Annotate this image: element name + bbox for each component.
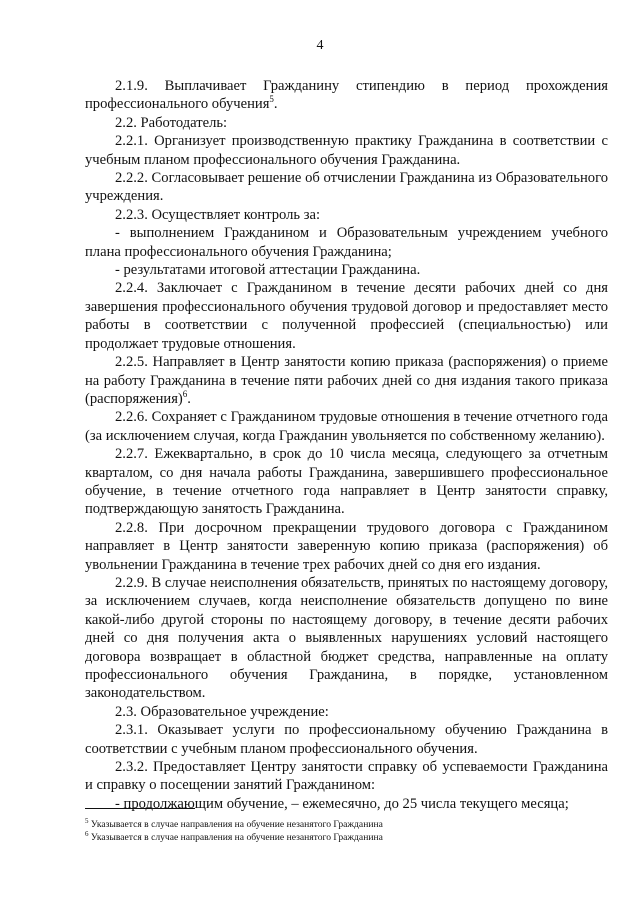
footnote-divider xyxy=(85,808,195,809)
paragraph: 2.2. Работодатель: xyxy=(115,114,228,131)
footnote: $^5$ Указывается в случае направления на обучение незанятого Гражданина xyxy=(85,816,383,830)
paragraph: - выполнением Гражданином и Образовательным учреждением учебного плана профессионального обучения Гражданина; xyxy=(85,225,608,260)
paragraph: 2.2.3. Осуществляет контроль за: xyxy=(115,206,321,223)
paragraph: 2.2.6. Сохраняет с Гражданином трудовые отношения в течение отчетного года (за исключением случая, когда Гражданин увольняется по собственному желанию). xyxy=(85,409,608,444)
footnote: $^6$ Указывается в случае направления на обучение незанятого Гражданина xyxy=(85,829,383,843)
footnote-ref: 5 xyxy=(269,94,274,105)
footnotes xyxy=(85,818,605,844)
paragraph: 2.3.1. Оказывает услуги по профессиональному обучению Гражданина в соответствии с учебным планом профессионального обучения. xyxy=(85,722,608,757)
paragraph: 2.3. Образовательное учреждение: xyxy=(115,703,329,720)
paragraph: 2.2.2. Согласовывает решение об отчислении Гражданина из Образовательного учреждения. xyxy=(85,170,608,205)
paragraph: 2.1.9. Выплачивает Гражданину стипендию в период прохождения профессионального обучения$^5$. xyxy=(85,78,608,113)
paragraph: 2.2.5. Направляет в Центр занятости копию приказа (распоряжения) о приеме на работу Гражданина в течение пяти рабочих дней со дня издания такого приказа (распоряжения)$^6$. xyxy=(85,354,608,407)
paragraph: 2.2.8. При досрочном прекращении трудового договора с Гражданином направляет в Центр занятости заверенную копию приказа (распоряжения) об увольнении Гражданина в течение трех рабочих дней со дня его издания. xyxy=(85,519,608,573)
page-number: 4 xyxy=(316,38,324,53)
paragraph: - продолжающим обучение, – ежемесячно, до 25 числа текущего месяца; xyxy=(115,795,569,812)
paragraph: 2.2.7. Ежеквартально, в срок до 10 числа месяца, следующего за отчетным кварталом, со дня начала работы Гражданина, завершившего профессиональное обучение, в течение отчетного года направляет в Центр занятости справку, подтверждающую занятость Гражданина. xyxy=(85,446,608,518)
footnote-ref: 6 xyxy=(182,389,188,400)
paragraph: - результатами итоговой аттестации Гражданина. xyxy=(115,262,421,279)
paragraph: 2.2.1. Организует производственную практику Гражданина в соответствии с учебным планом профессионального обучения Гражданина. xyxy=(85,133,608,168)
document-body xyxy=(85,77,608,813)
paragraph: 2.2.4. Заключает с Гражданином в течение десяти рабочих дней со дня завершения профессионального обучения трудовой договор и предоставляет место работы в соответствии с полученной профессией (специальностью) или продолжает трудовые отношения. xyxy=(85,280,608,352)
paragraph: 2.3.2. Предоставляет Центру занятости справку об успеваемости Гражданина и справку о посещении занятий Гражданином: xyxy=(85,759,608,794)
paragraph: 2.2.9. В случае неисполнения обязательств, принятых по настоящему договору, за исключением случаев, когда неисполнение обязательств допущено по вине какой-либо другой стороны по настоящему договору, в течение десяти рабочих дней со дня получения акта о выявленных нарушениях условий настоящего договора возвращает в областной бюджет средства, направленные на оплату профессионального обучения Гражданина, в порядке, установленном законодательством. xyxy=(85,574,608,702)
